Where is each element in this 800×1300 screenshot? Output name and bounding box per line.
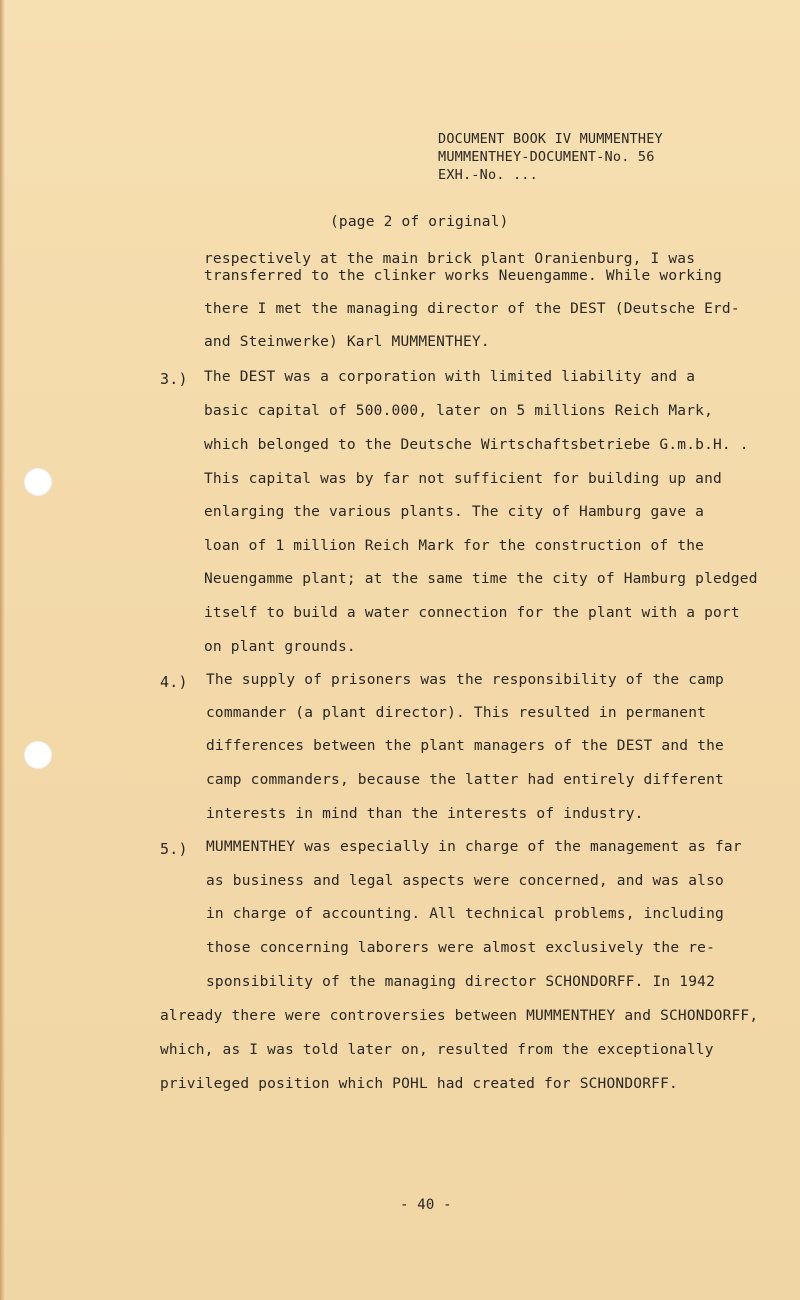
text-line: interests in mind than the interests of industry. <box>206 806 644 822</box>
text-line: those concerning laborers were almost exclusively the re- <box>206 940 715 956</box>
text-line: and Steinwerke) Karl MUMMENTHEY. <box>204 334 490 350</box>
text-line: itself to build a water connection for the plant with a port <box>204 605 740 621</box>
punch-hole <box>24 468 52 496</box>
text-line: basic capital of 500.000, later on 5 millions Reich Mark, <box>204 403 713 419</box>
text-line: The DEST was a corporation with limited liability and a <box>204 369 696 385</box>
page-note: (page 2 of original) <box>330 214 509 230</box>
text-line: MUMMENTHEY was especially in charge of the management as far <box>206 839 742 855</box>
text-line: camp commanders, because the latter had entirely different <box>206 772 724 788</box>
text-line: which, as I was told later on, resulted from the exceptionally <box>160 1042 714 1058</box>
text-line: there I met the managing director of the DEST (Deutsche Erd- <box>204 301 740 317</box>
paragraph-number: 5.) <box>160 840 188 858</box>
text-line: transferred to the clinker works Neuengamme. While working <box>204 268 722 284</box>
text-line: as business and legal aspects were concerned, and was also <box>206 873 724 889</box>
punch-hole <box>24 741 52 769</box>
text-line: differences between the plant managers of the DEST and the <box>206 738 724 754</box>
page-edge-shadow <box>0 0 5 1300</box>
text-line: Neuengamme plant; at the same time the city of Hamburg pledged <box>204 571 758 587</box>
text-line: on plant grounds. <box>204 639 356 655</box>
text-line: The supply of prisoners was the responsibility of the camp <box>206 672 724 688</box>
header-exhibit-number: EXH.-No. ... <box>438 167 538 183</box>
header-document-number: MUMMENTHEY-DOCUMENT-No. 56 <box>438 149 655 165</box>
text-line: respectively at the main brick plant Oranienburg, I was <box>204 251 696 267</box>
text-line: already there were controversies between MUMMENTHEY and SCHONDORFF, <box>160 1008 759 1024</box>
page-number: - 40 - <box>400 1197 452 1213</box>
text-line: sponsibility of the managing director SCHONDORFF. In 1942 <box>206 974 715 990</box>
paragraph-number: 3.) <box>160 370 188 388</box>
paragraph-number: 4.) <box>160 673 188 691</box>
text-line: This capital was by far not sufficient for building up and <box>204 471 722 487</box>
text-line: enlarging the various plants. The city of Hamburg gave a <box>204 504 705 520</box>
text-line: privileged position which POHL had created for SCHONDORFF. <box>160 1076 678 1092</box>
text-line: loan of 1 million Reich Mark for the construction of the <box>204 538 705 554</box>
text-line: which belonged to the Deutsche Wirtschaftsbetriebe G.m.b.H. . <box>204 437 749 453</box>
text-line: commander (a plant director). This resulted in permanent <box>206 705 707 721</box>
text-line: in charge of accounting. All technical problems, including <box>206 906 724 922</box>
header-document-book: DOCUMENT BOOK IV MUMMENTHEY <box>438 131 663 147</box>
